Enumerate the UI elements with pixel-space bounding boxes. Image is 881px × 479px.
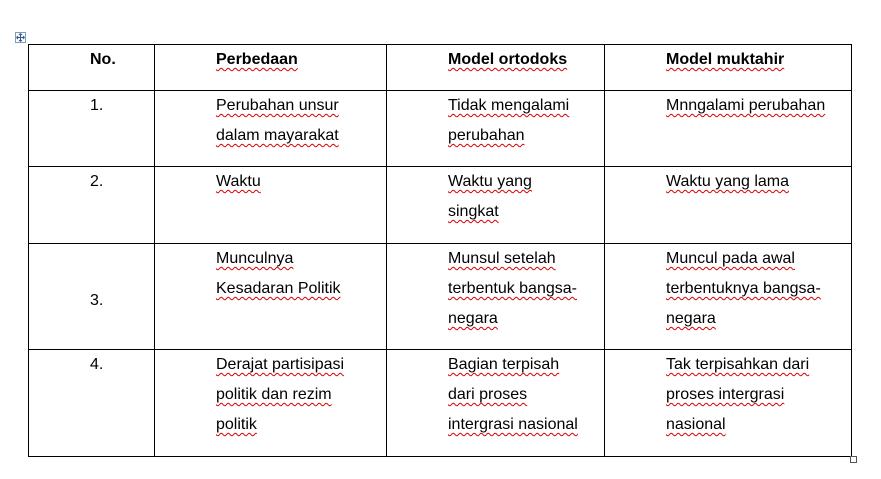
header-model-ortodoks <box>448 51 567 68</box>
table-cell-ortodoks <box>387 244 605 350</box>
table-row <box>29 350 852 457</box>
table-cell-no <box>29 350 155 457</box>
table-cell-perbedaan <box>155 167 387 244</box>
table-cell-no <box>29 244 155 350</box>
cell-text-line: negara <box>666 310 716 327</box>
cell-text-line: Perubahan unsur <box>216 97 339 114</box>
cell-text-line: Waktu yang <box>448 173 532 190</box>
table-row <box>29 244 852 350</box>
cell-text-line: Kesadaran Politik <box>216 280 341 297</box>
cell-text-line: Munculnya <box>216 250 294 267</box>
table-cell-muktahir <box>605 244 852 350</box>
cell-text-line: nasional <box>666 416 726 433</box>
row-number: 1. <box>90 97 104 114</box>
table-cell-muktahir <box>605 350 852 457</box>
header-cell-no <box>29 45 155 91</box>
header-perbedaan: Perbedaan <box>216 51 298 68</box>
cell-text-line: Mnngalami perubahan <box>666 97 826 114</box>
header-ortodoks-text: Model ortodoks <box>448 51 568 68</box>
cell-text-line: politik <box>216 416 257 433</box>
cell-text-line: Waktu <box>216 173 261 190</box>
table-cell-no <box>29 91 155 167</box>
table-move-handle[interactable] <box>15 32 26 43</box>
row-number: 3. <box>90 292 104 309</box>
header-cell-perbedaan <box>155 45 387 91</box>
header-no: No. <box>90 51 116 68</box>
table-row <box>29 167 852 244</box>
header-cell-muktahir <box>605 45 852 91</box>
table-cell-perbedaan <box>155 244 387 350</box>
cell-text-line: Derajat partisipasi <box>216 356 345 373</box>
cell-text-line: intergrasi nasional <box>448 416 578 433</box>
table-cell-muktahir <box>605 167 852 244</box>
table-row <box>29 91 852 167</box>
row-number: 4. <box>90 356 104 373</box>
cell-text-line: dari proses <box>448 386 528 403</box>
cell-text-line: Bagian terpisah <box>448 356 560 373</box>
cell-text-line: negara <box>448 310 498 327</box>
table-cell-muktahir <box>605 91 852 167</box>
cell-text-line: Munsul setelah <box>448 250 556 267</box>
cell-text-line: Tidak mengalami <box>448 97 570 114</box>
table-resize-handle[interactable] <box>850 456 857 463</box>
cell-text-line: dalam mayarakat <box>216 127 339 144</box>
cell-text-line: terbentuk bangsa- <box>448 280 577 297</box>
table-cell-ortodoks <box>387 167 605 244</box>
table-cell-perbedaan <box>155 350 387 457</box>
cell-text-line: terbentuknya bangsa- <box>666 280 821 297</box>
table-cell-perbedaan <box>155 91 387 167</box>
move-arrows-icon <box>16 33 25 42</box>
cell-text-line: Muncul pada awal <box>666 250 795 267</box>
cell-text-line: Tak terpisahkan dari <box>666 356 810 373</box>
row-number: 2. <box>90 173 104 190</box>
cell-text-line: proses intergrasi <box>666 386 785 403</box>
table-header-row <box>29 45 852 91</box>
cell-text-line: perubahan <box>448 127 525 144</box>
cell-text-line: politik dan rezim <box>216 386 332 403</box>
table-cell-ortodoks <box>387 91 605 167</box>
comparison-table <box>28 44 852 457</box>
cell-text-line: singkat <box>448 203 499 220</box>
table-cell-ortodoks <box>387 350 605 457</box>
header-model-muktahir: Model muktahir <box>666 51 785 68</box>
header-cell-ortodoks <box>387 45 605 91</box>
cell-text-line: Waktu yang lama <box>666 173 790 190</box>
table-cell-no <box>29 167 155 244</box>
